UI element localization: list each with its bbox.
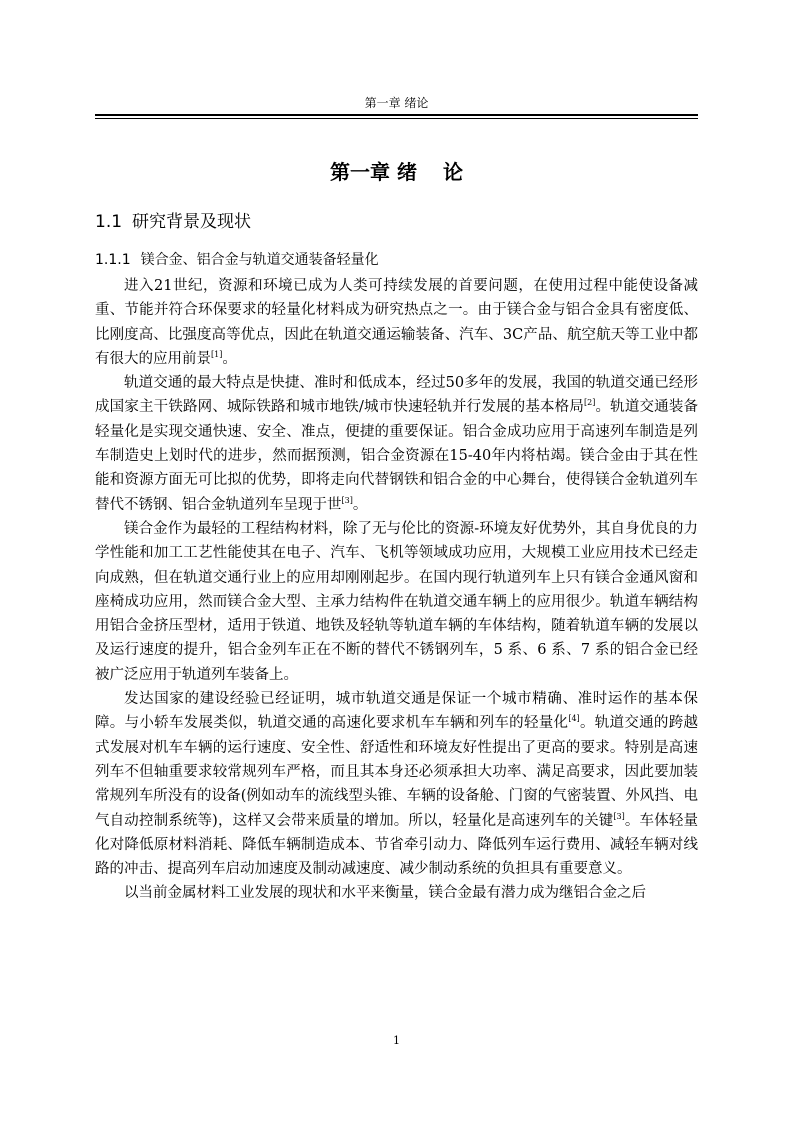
running-header: 第一章 绪论 [364, 96, 429, 110]
subsection-title: 镁合金、铝合金与轨道交通装备轻量化 [140, 252, 379, 268]
body-paragraph [95, 517, 698, 687]
citation-marker: [2] [584, 398, 596, 408]
citation-marker: [3] [613, 811, 625, 821]
subsection-heading [95, 250, 379, 270]
citation-marker: [1] [211, 349, 223, 359]
paragraph-text: 。轨道交通装备轻量化是实现交通快速、安全、准点，便捷的重要保证。铝合金成功应用于高速列车制造是列车制造史上划时代的进步，然而据预测，铝合金资源在15-40年内将枯竭。镁合金由于其在性能和资源方面无可比拟的优势，即将走向代替钢铁和铝合金的中心舞台，使得镁合金轨道列车替代不锈钢、铝合金轨道列车呈现于世 [95, 399, 698, 513]
header-rule-thin [95, 118, 698, 119]
chapter-title-part1: 第一章 绪 [330, 160, 417, 184]
paragraph-text: 。 [352, 496, 368, 513]
section-number: 1.1 [95, 212, 123, 232]
header-rule-thick [95, 114, 698, 116]
body-text [95, 274, 698, 906]
paragraph-text: 。 [222, 350, 237, 367]
paragraph-text: 进入21世纪，资源和环境已成为人类可持续发展的首要问题，在使用过程中能使设备减重、节能并符合环保要求的轻量化材料成为研究热点之一。由于镁合金与铝合金具有密度低、比刚度高、比强度高等优点，因此在轨道交通运输装备、汽车、3C产品、航空航天等工业中都有很大的应用前景 [95, 278, 698, 367]
citation-marker: [4] [568, 714, 580, 724]
paragraph-text: 镁合金作为最轻的工程结构材料，除了无与伦比的资源-环境友好优势外，其自身优良的力学性能和加工工艺性能使其在电子、汽车、飞机等领域成功应用，大规模工业应用技术已经走向成熟，但在轨道交通行业上的应用却刚刚起步。在国内现行轨道列车上只有镁合金通风窗和座椅成功应用，然而镁合金大型、主承力结构件在轨道交通车辆上的应用很少。轨道车辆结构用铝合金挤压型材，适用于铁道、地铁及轻轨等轨道车辆的车体结构，随着轨道车辆的发展以及运行速度的提升，铝合金列车正在不断的替代不锈钢列车，5 系、6 系、7 系的铝合金已经被广泛应用于轨道列车装备上。 [95, 520, 698, 683]
body-paragraph [95, 274, 698, 371]
section-title: 研究背景及现状 [132, 212, 252, 232]
body-paragraph [95, 881, 698, 905]
paragraph-text: 。车体轻量化对降低原材料消耗、降低车辆制造成本、节省牵引动力、降低列车运行费用、减轻车辆对线路的冲击、提高列车启动加速度及制动减速度、减少制动系统的负担具有重要意义。 [95, 812, 698, 878]
page-number: 1 [393, 1034, 400, 1047]
paragraph-text: 。轨道交通的跨越式发展对机车车辆的运行速度、安全性、舒适性和环境友好性提出了更高的要求。特别是高速列车不但轴重要求较常规列车严格，而且其本身还必须承担大功率、满足高要求，因此要加装常规列车所没有的设备(例如动车的流线型头锥、车辆的设备舱、门窗的气密装置、外风挡、电气自动控制系统等)，这样又会带来质量的增加。所以，轻量化是高速列车的关键 [95, 715, 699, 829]
chapter-title [95, 160, 698, 184]
subsection-number: 1.1.1 [95, 252, 131, 268]
paragraph-text: 发达国家的建设经验已经证明，城市轨道交通是保证一个城市精确、准时运作的基本保障。与小轿车发展类似，轨道交通的高速化要求机车车辆和列车的轻量化 [95, 691, 698, 732]
chapter-title-part2: 论 [442, 160, 463, 184]
paragraph-text: 轨道交通的最大特点是快捷、准时和低成本，经过50多年的发展，我国的轨道交通已经形成国家主干铁路网、城际铁路和城市地铁/城市快速轻轨并行发展的基本格局 [95, 375, 698, 416]
body-paragraph [95, 371, 698, 517]
body-paragraph [95, 687, 698, 881]
section-heading [95, 211, 251, 233]
citation-marker: [3] [341, 495, 353, 505]
paragraph-text: 以当前金属材料工业发展的现状和水平来衡量，镁合金最有潜力成为继铝合金之后 [124, 885, 646, 902]
